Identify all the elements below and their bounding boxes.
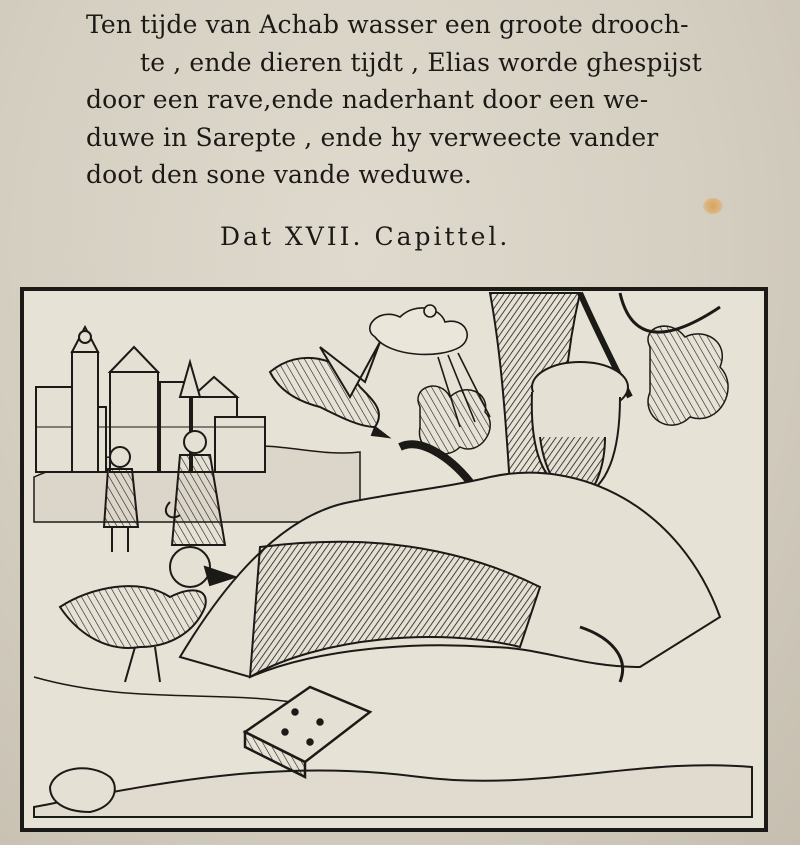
woodcut-illustration [20,287,768,832]
summary-line-4: duwe in Sarepte , ende hy verweecte vander [86,122,659,152]
rock [50,768,115,812]
chapter-summary [86,6,776,194]
church-spire-icon [72,327,98,472]
chapter-heading: Dat XVII. Capittel. [220,222,511,251]
summary-line-3: door een rave,ende naderhant door een we- [86,85,649,114]
summary-line-5: doot den sone vande weduwe. [86,160,473,189]
summary-line-2: te , ende dieren tijdt , Elias worde ghespijst [140,47,702,77]
foxing-stain [703,198,723,214]
summary-line-1: Ten tijde van Achab wasser een groote drooch- [86,10,689,39]
